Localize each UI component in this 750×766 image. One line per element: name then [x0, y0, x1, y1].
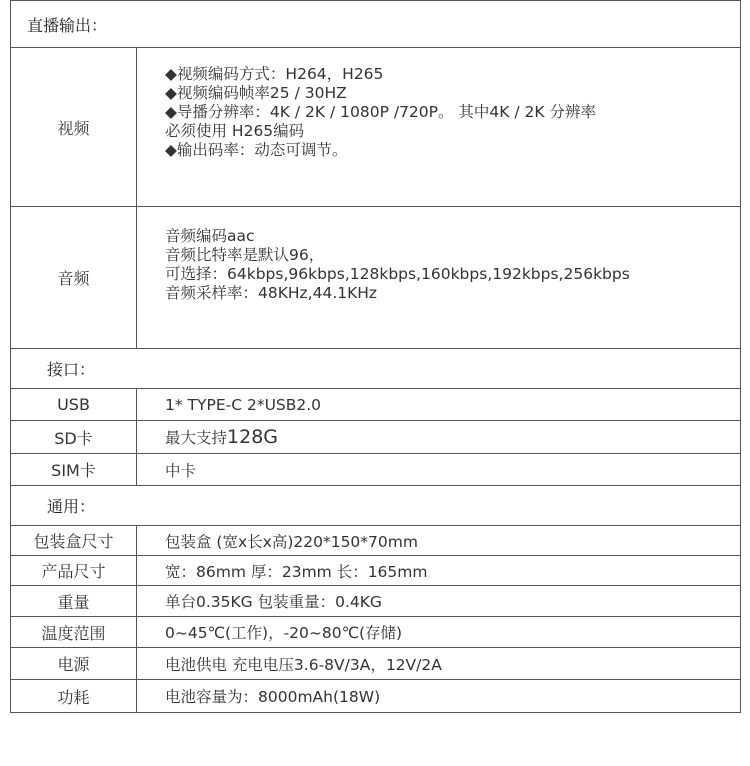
spec-table — [10, 0, 741, 713]
section-title-interface: 接口： — [11, 349, 741, 389]
audio-details — [137, 207, 741, 349]
video-detail-line: ◆视频编码帧率25 / 30HZ — [165, 84, 347, 102]
audio-detail-line: 音频编码aac — [165, 227, 255, 245]
section-row-interface — [11, 349, 741, 389]
row-label-weight: 重量 — [11, 586, 137, 617]
row-label-usb: USB — [11, 389, 137, 421]
table-row — [11, 526, 741, 556]
table-row — [11, 648, 741, 680]
row-value-sim-card: 中卡 — [137, 454, 741, 486]
section-row-general — [11, 486, 741, 526]
row-value-power-consumption: 电池容量为：8000mAh(18W) — [137, 680, 741, 713]
video-detail-line: ◆导播分辨率：4K / 2K / 1080P /720P。 其中4K / 2K 分辨率 — [165, 103, 596, 121]
table-row — [11, 617, 741, 648]
row-value-weight: 单台0.35KG 包装重量：0.4KG — [137, 586, 741, 617]
row-value-product-size: 宽：86mm 厚：23mm 长：165mm — [137, 556, 741, 586]
row-label-power: 电源 — [11, 648, 137, 680]
row-label-product-size: 产品尺寸 — [11, 556, 137, 586]
sd-card-capacity: 128G — [227, 426, 279, 448]
row-label-power-consumption: 功耗 — [11, 680, 137, 713]
video-detail-line: 必须使用 H265编码 — [165, 122, 305, 140]
row-label-video: 视频 — [11, 48, 137, 207]
section-title-live-output: 直播输出： — [11, 1, 741, 48]
section-title-general: 通用： — [11, 486, 741, 526]
table-row — [11, 680, 741, 713]
row-label-temperature: 温度范围 — [11, 617, 137, 648]
section-row-live-output — [11, 1, 741, 48]
row-value-temperature: 0~45℃(工作)，-20~80℃(存储) — [137, 617, 741, 648]
table-row — [11, 586, 741, 617]
video-details — [137, 48, 741, 207]
row-label-sd-card: SD卡 — [11, 421, 137, 454]
row-value-box-size: 包装盒 (宽x长x高)220*150*70mm — [137, 526, 741, 556]
table-row-audio — [11, 207, 741, 349]
row-value-sd-card — [137, 421, 741, 454]
audio-detail-line: 可选择：64kbps,96kbps,128kbps,160kbps,192kbps,256kbps — [165, 265, 630, 283]
row-value-usb: 1* TYPE-C 2*USB2.0 — [137, 389, 741, 421]
video-detail-line: ◆输出码率：动态可调节。 — [165, 141, 348, 159]
row-label-box-size: 包装盒尺寸 — [11, 526, 137, 556]
table-row — [11, 421, 741, 454]
row-label-sim-card: SIM卡 — [11, 454, 137, 486]
table-row — [11, 389, 741, 421]
table-row — [11, 556, 741, 586]
audio-detail-line: 音频比特率是默认96， — [165, 246, 325, 264]
row-value-power: 电池供电 充电电压3.6-8V/3A，12V/2A — [137, 648, 741, 680]
audio-detail-line: 音频采样率：48KHz,44.1KHz — [165, 284, 378, 302]
table-row-video — [11, 48, 741, 207]
table-row — [11, 454, 741, 486]
video-detail-line: ◆视频编码方式：H264，H265 — [165, 65, 384, 83]
sd-card-prefix: 最大支持 — [165, 429, 228, 447]
row-label-audio: 音频 — [11, 207, 137, 349]
